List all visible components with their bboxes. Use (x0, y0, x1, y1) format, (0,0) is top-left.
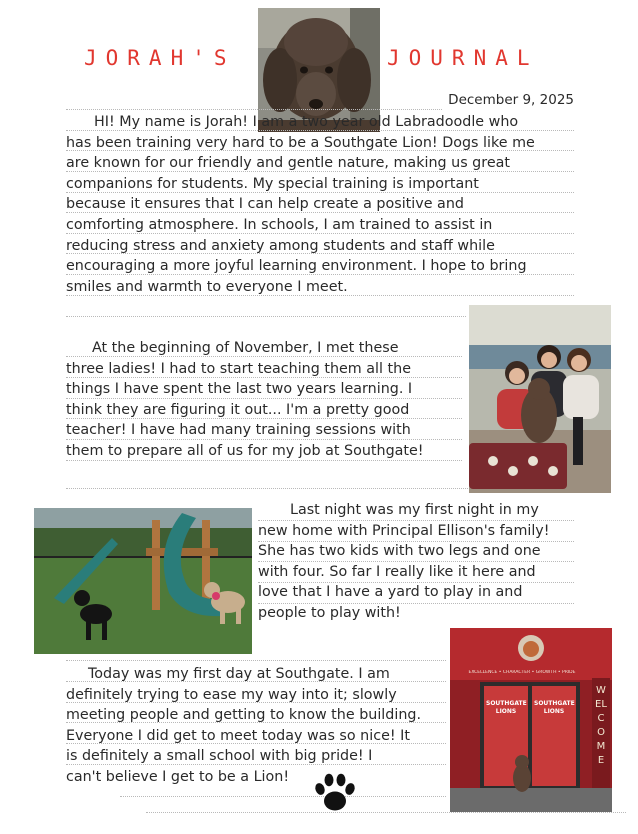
journal-paragraph: At the beginning of November, I met these three ladies! I had to start teaching them all the things I have spent the last two years learning. I think they are figuring it out... I'm a pretty good teacher! I have had many training sessions with them to prepare all of us for my job at Southgate! (66, 340, 424, 459)
rule-line (66, 316, 466, 317)
rule-line (66, 660, 446, 661)
playground-photo (34, 508, 252, 654)
paw-print-icon (312, 770, 358, 816)
school-entrance-photo (450, 628, 612, 812)
rule-line (66, 109, 442, 110)
journal-paragraph: Last night was my first night in my new home with Principal Ellison's family! She has two kids with two legs and one with four. So far I really like it here and love that I have a yard to play in and people to play with! (258, 502, 550, 621)
school-banner-text: EXCELLENCE • CHARACTER • GROWTH • PRIDE (468, 670, 576, 675)
ladies-with-dog-photo (469, 305, 611, 493)
welcome-sign: WELCOME (595, 685, 607, 766)
journal-date: December 9, 2025 (448, 92, 574, 108)
door-sign-right: SOUTHGATE LIONS (534, 700, 575, 715)
rule-line (146, 812, 626, 813)
journal-paragraph: Today was my first day at Southgate. I am definitely trying to ease my way into it; slowly meeting people and getting to know the building. Everyone I did get to meet today was so nice! It is definitely a small school with big pride! I can't believe I get to be a Lion! (66, 666, 421, 785)
title-left: JORAH'S (84, 46, 236, 70)
journal-paragraph: HI! My name is Jorah! I am a two year old Labradoodle who has been training very hard to be a Southgate Lion! Dogs like me are known for our friendly and gentle nature, making us great companions for students. My special training is important because it ensures that I can help create a positive and comforting atmosphere. In schools, I am trained to assist in reducing stress and anxiety among students and staff while encouraging a more joyful learning environment. I hope to bring smiles and warmth to everyone I meet. (66, 114, 535, 295)
rule-line (120, 796, 446, 797)
title-right: JOURNAL (387, 46, 539, 70)
door-sign-left: SOUTHGATE LIONS (486, 700, 527, 715)
